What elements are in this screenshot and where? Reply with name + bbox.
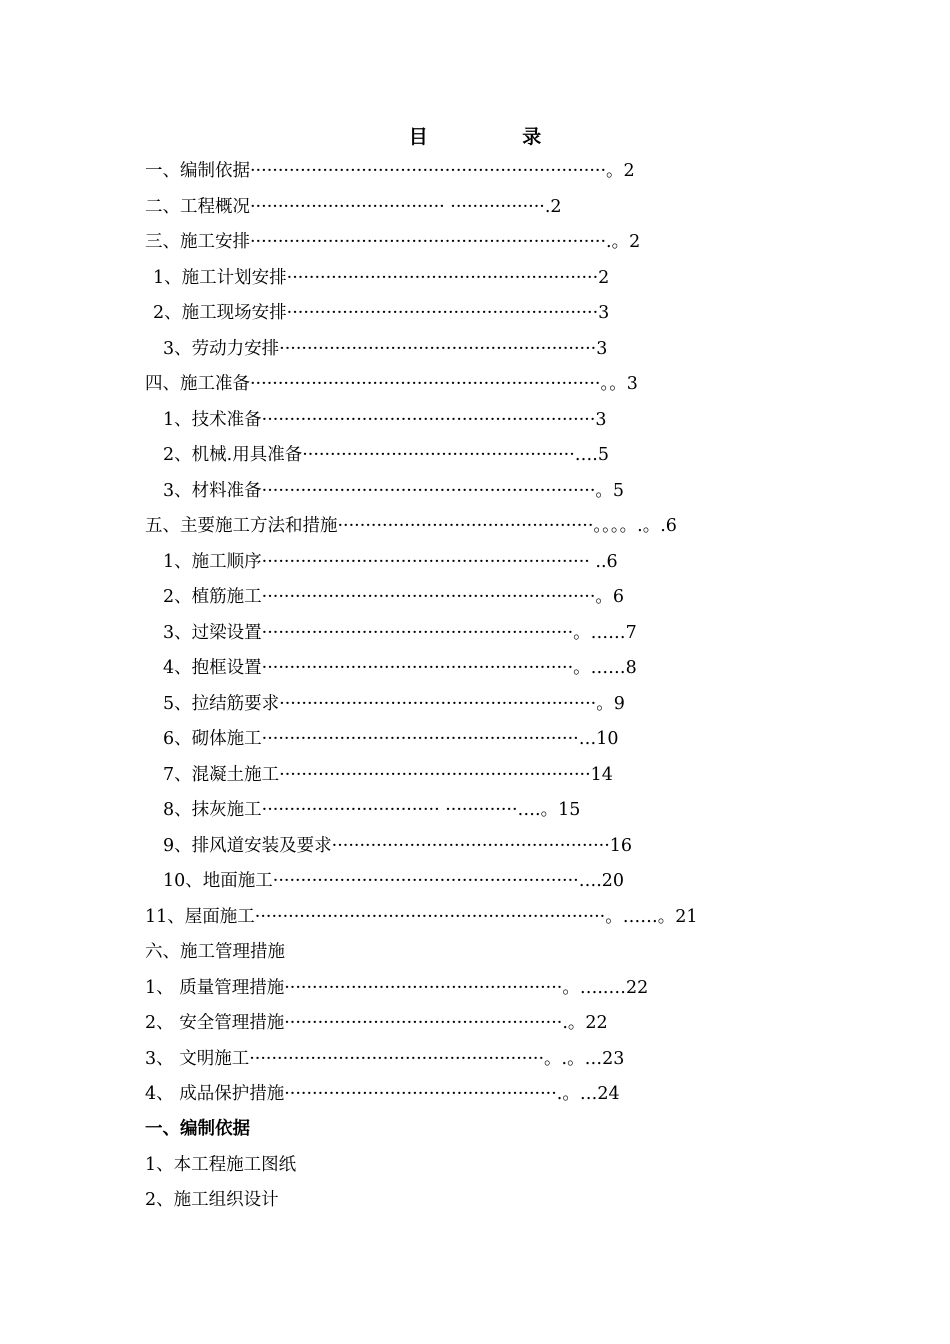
toc-entry-text: 1、施工顺序··························································· ..6: [163, 551, 618, 572]
toc-entry-text: 6、砌体施工·························································…10: [163, 729, 619, 749]
section-heading: 一、编制依据: [145, 1119, 250, 1139]
body-paragraph: 1、本工程施工图纸: [145, 1154, 297, 1175]
toc-entry-text: 一、编制依据································································。2: [145, 161, 635, 181]
toc-entry-text: 2、 安全管理措施··················································.。22: [145, 1013, 608, 1033]
toc-entry-text: 3、过梁设置························································。……7: [163, 622, 637, 643]
toc-entry-text: 1、技术准备····························································3: [163, 409, 607, 430]
toc-entry: [145, 1009, 845, 1045]
toc-entry-text: 五、主要施工方法和措施··············································。。。。.。.6: [145, 516, 677, 536]
toc-entry: [145, 193, 845, 229]
toc-entry: [145, 832, 845, 868]
toc-entry: [145, 1045, 845, 1081]
body-section: [145, 1115, 845, 1222]
toc-entry-text: 二、工程概况··································· ·················.2: [145, 196, 562, 217]
toc-entry-text: 8、抹灰施工································ ·············….。15: [163, 800, 581, 820]
toc-entry: [145, 938, 845, 974]
toc-entry-text: 1、 质量管理措施··················································。…..…22: [145, 977, 649, 998]
toc-entry-text: 5、拉结筋要求·························································。9: [163, 693, 625, 714]
toc-entry-text: 3、劳动力安排·························································3: [163, 338, 608, 359]
toc-entry: [145, 441, 845, 477]
toc-entry-text: 7、混凝土施工························································14: [163, 764, 613, 785]
toc-entry: [145, 761, 845, 797]
toc-entry: [145, 903, 845, 939]
toc-entry-text: 4、抱框设置························································。……8: [163, 658, 637, 678]
toc-entry-text: 9、排风道安装及要求··················································16: [163, 835, 633, 856]
toc-entry: [145, 477, 845, 513]
toc-entry: [145, 299, 845, 335]
toc-title: 目 录: [408, 126, 586, 148]
toc-entry: [145, 335, 845, 371]
toc-entry-text: 三、施工安排································································.。2: [145, 232, 641, 252]
table-of-contents: [145, 157, 845, 1116]
toc-entry-text: 2、植筋施工····························································。6: [163, 587, 625, 607]
body-paragraph: 2、施工组织设计: [145, 1190, 279, 1210]
toc-entry: [145, 619, 845, 655]
toc-entry-text: 3、 文明施工·····················································。.。…23: [145, 1048, 625, 1069]
toc-entry: [145, 583, 845, 619]
toc-entry: [145, 974, 845, 1010]
toc-entry-text: 四、施工准备·······························································。。3: [145, 374, 638, 394]
toc-entry-text: 2、机械.用具准备·················································….5: [163, 445, 609, 465]
toc-entry-text: 11、屋面施工·······························································。……。21: [145, 906, 698, 927]
toc-entry: [145, 725, 845, 761]
toc-entry-text: 六、施工管理措施: [145, 942, 285, 962]
toc-entry: [145, 157, 845, 193]
toc-entry: [145, 654, 845, 690]
toc-entry-text: 1、施工计划安排························································2: [153, 267, 610, 288]
toc-entry-text: 2、施工现场安排························································3: [153, 303, 610, 323]
toc-entry: [145, 867, 845, 903]
toc-entry: [145, 512, 845, 548]
toc-entry-text: 3、材料准备····························································。5: [163, 480, 625, 501]
toc-entry: [145, 406, 845, 442]
toc-entry: [145, 228, 845, 264]
toc-entry-text: 10、地面施工·······················································….20: [163, 871, 625, 891]
toc-entry-text: 4、 成品保护措施·················································.。…24: [145, 1084, 620, 1104]
toc-entry: [145, 370, 845, 406]
toc-entry: [145, 796, 845, 832]
toc-entry: [145, 1080, 845, 1116]
toc-entry: [145, 548, 845, 584]
toc-entry: [145, 690, 845, 726]
toc-entry: [145, 264, 845, 300]
